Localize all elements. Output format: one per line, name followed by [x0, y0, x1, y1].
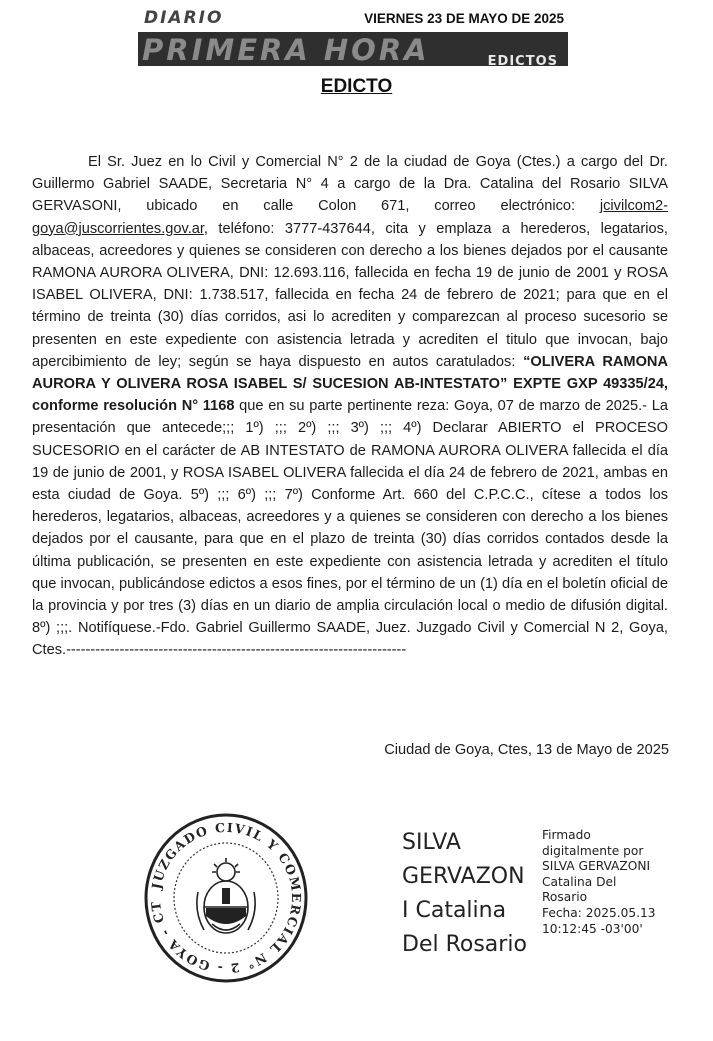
newspaper-masthead: [138, 8, 568, 69]
signature-name-line: I Catalina: [402, 898, 507, 923]
masthead-brand-small: DIARIO: [144, 8, 224, 28]
edict-paragraph: [32, 151, 668, 662]
signature-meta-line: digitalmente por: [542, 843, 644, 858]
signature-meta-line: Firmado: [542, 828, 591, 842]
masthead-date: VIERNES 23 DE MAYO DE 2025: [364, 11, 564, 26]
court-seal: [142, 812, 310, 984]
signature-name: [402, 826, 527, 962]
body-part-1: El Sr. Juez en lo Civil y Comercial N° 2 de la ciudad de Goya (Ctes.) a cargo del Dr. Guillermo Gabriel SAADE, Secretaria N° 4 a cargo de la Dra. Catalina del Rosario SILVA GERVASONI, ubicado en calle Colon 671, correo electrónico:: [32, 154, 668, 215]
dash-line: ----------------------------------------------------------------------: [66, 642, 407, 659]
signature-metadata: [542, 828, 656, 937]
email-link[interactable]: jcivilcom2-goya@juscorrientes.gov.ar: [32, 198, 668, 237]
signature-name-line: Del Rosario: [402, 932, 527, 957]
masthead-brand-large: PRIMERA HORA: [142, 33, 430, 67]
seal-stamp-icon: [142, 812, 310, 984]
document-title: EDICTO: [320, 76, 393, 97]
signature-name-line: SILVA: [402, 830, 461, 855]
signature-meta-line: SILVA GERVAZONI: [542, 859, 651, 874]
signature-meta-line: Catalina Del: [542, 874, 617, 889]
body-part-2: , teléfono: 3777-437644, cita y emplaza a herederos, legatarios, albaceas, acreedores y quienes se consideren con derecho a los bienes dejados por el causante RAMONA AURORA OLIVERA, DNI: 12.693.116, fallecida en fecha 19 de junio de 2001 y ROSA ISABEL OLIVERA, DNI: 1.738.517, fallecida en fecha 24 de febrero de 2021; para que en el término de treinta (30) días corridos, asi lo acrediten y comparezcan al proceso sucesorio se presenten en este expediente con asistencia letrada y acrediten el titulo que invocan, bajo apercibimiento de ley; según se haya dispuesto en autos caratulados:: [32, 220, 668, 370]
body-part-3: que en su parte pertinente reza: Goya, 07 de marzo de 2025.- La presentación que antecede;;; 1º) ;;; 2º) ;;; 3º) ;;; 4º) Declarar ABIERTO el PROCESO SUCESORIO en el carácter de AB INTESTATO de RAMONA AURORA OLIVERA fallecida el día 19 de junio de 2001, y ROSA ISABEL OLIVERA fallecida el día 24 de febrero de 2021, ambas en esta ciudad de Goya. 5º) ;;; 6º) ;;; 7º) Conforme Art. 660 del C.P.C.C., cítese a todos los herederos, legatarios, albaceas, acreedores y a quienes se consideren con derecho a los bienes dejados por el causante, para que en el plazo de treinta (30) días corridos contados desde la última publicación, se presenten en este expediente con asistencia letrada y acrediten el título que invocan, publicándose edictos a esos fines, por el término de un (1) día en el boletín oficial de la provincia y por tres (3) días en un diario de amplia circulación local o medio de difusión digital. 8º) ;;;. Notifíquese.-Fdo. Gabriel Guillermo SAADE, Juez. Juzgado Civil y Comercial N 2, Goya, Ctes.: [32, 398, 668, 659]
signature-meta-line: 10:12:45 -03'00': [542, 921, 643, 936]
masthead-section: EDICTOS: [487, 54, 558, 69]
seal-legend: JUZGADO CIVIL Y COMERCIAL N° 2 - GOYA - CT: [147, 819, 305, 977]
signature-name-line: GERVAZON: [402, 864, 525, 889]
signature-meta-line: Rosario: [542, 890, 588, 905]
edict-body: [32, 151, 668, 662]
place-date: Ciudad de Goya, Ctes, 13 de Mayo de 2025: [384, 742, 669, 758]
case-caption: “OLIVERA RAMONA AURORA Y OLIVERA ROSA ISABEL S/ SUCESION AB-INTESTATO” EXPTE GXP 49335/24, conforme resolución N° 1168: [32, 353, 668, 415]
signature-meta-line: Fecha: 2025.05.13: [542, 905, 656, 920]
